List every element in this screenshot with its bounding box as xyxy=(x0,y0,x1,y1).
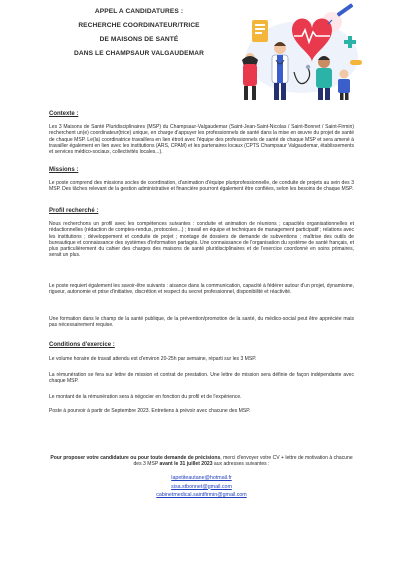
profil-paragraph-1: Nous recherchons un profil avec les compétences suivantes : conduite et animation de réunions ; capacités organisationnelles et rédactionnelles (rédaction de comptes-rendus, protocoles...) ; travail en équipe et techniques de management participatif ; relations avec les institutions ; développement et conduite de projet ; montage de dossiers de demande de subventions ; maîtrise des outils de bureautique et connaissance des systèmes d'information partagés. Une connaissance de l'organisation du système de santé français, et plus particulièrement du cahier des charges des maisons de santé pluridisciplinaires et de l'exercice coordonné en soins primaires, serait un plus. xyxy=(49,221,354,259)
profil-paragraph-2: Le poste requiert également les savoir-être suivants : aisance dans la communication, capacité à fédérer autour d'un projet, dynamisme, rigueur, autonomie et prise d'initiative, discrétion et respect du secret professionnel, disponibilité et réactivité. xyxy=(49,283,354,296)
conditions-paragraph-3: Le montant de la rémunération sera à négocier en fonction du profil et de l'expérience. xyxy=(49,394,242,400)
conditions-heading: Conditions d'exercice : xyxy=(49,342,115,348)
title-line-4: DANS LE CHAMPSAUR VALGAUDEMAR xyxy=(74,50,204,57)
conditions-paragraph-2: La rémunération se fera sur lettre de mission et contrat de prestation. Une lettre de mission sera définie de façon indépendante avec chaque MSP. xyxy=(49,372,354,385)
title-block xyxy=(44,8,234,64)
conditions-paragraph-4: Poste à pourvoir à partir de Septembre 2023. Entretiens à prévoir avec chacune des MSP. xyxy=(49,408,251,414)
email-list xyxy=(49,474,354,500)
email-link-msp-3[interactable]: cabinetmedical.saintfirmin@gmail.com xyxy=(156,492,247,499)
closing-text-2: aux adresses suivantes : xyxy=(212,461,270,468)
missions-text: Le poste comprend des missions socles de coordination, d'animation d'équipe pluriprofessionnelle, de conduite de projets au sein des 3 MSP. Des tâches relevant de la gestion administrative et financière pourront également être confiées, selon les besoins de chaque MSP. xyxy=(49,180,354,193)
email-link-msp-1[interactable]: lapetiteautane@hotmail.fr xyxy=(171,475,232,481)
closing-bold-1: Pour proposer votre candidature ou pour toute demande de précisions xyxy=(50,455,221,461)
closing-deadline: avant le 31 juillet 2023 xyxy=(159,461,213,468)
title-line-2: RECHERCHE COORDINATEUR/TRICE xyxy=(78,22,200,29)
profil-heading: Profil recherché : xyxy=(49,208,99,214)
contexte-text: Les 3 Maisons de Santé Pluridisciplinaires (MSP) du Champsaur-Valgaudemar (Saint-Jean-Saint-Nicolas / Saint-Bonnet / Saint-Firmin) recherchent un(e) coordinateur(trice) unique, en charge d'appuyer les professionnels de santé dans la mise en œuvre du projet de santé de chaque MSP. Le(la) coordinatrice travaillera en lien étroit avec l'équipe des professionnels de santé de chaque MSP et sera amené à travailler également en lien avec les institutions (ARS, CPAM) et les partenaires locaux (CPTS Champsaur Valgaudemar, établissements et services médico-sociaux, collectivités locales...). xyxy=(49,124,355,156)
application-instructions xyxy=(49,455,354,468)
title-line-1: APPEL A CANDIDATURES : xyxy=(94,8,184,15)
conditions-paragraph-1: Le volume horaire de travail attendu est d'environ 20-25h par semaine, réparti sur les 3 MSP. xyxy=(49,356,257,362)
title-line-3: DE MAISONS DE SANTÉ xyxy=(99,36,179,43)
email-link-msp-2[interactable]: sisa.stbonnet@gmail.com xyxy=(171,483,232,490)
contexte-heading: Contexte : xyxy=(49,111,79,117)
missions-heading: Missions : xyxy=(49,167,79,173)
profil-paragraph-3: Une formation dans le champ de la santé publique, de la prévention/promotion de la santé, du médico-social peut être appréciée mais pas nécessairement requise. xyxy=(49,316,354,329)
healthcare-team-illustration-icon xyxy=(232,2,366,102)
closing-text-1: , merci d'envoyer votre CV + lettre de motivation à chacune des 3 MSP xyxy=(133,455,353,468)
